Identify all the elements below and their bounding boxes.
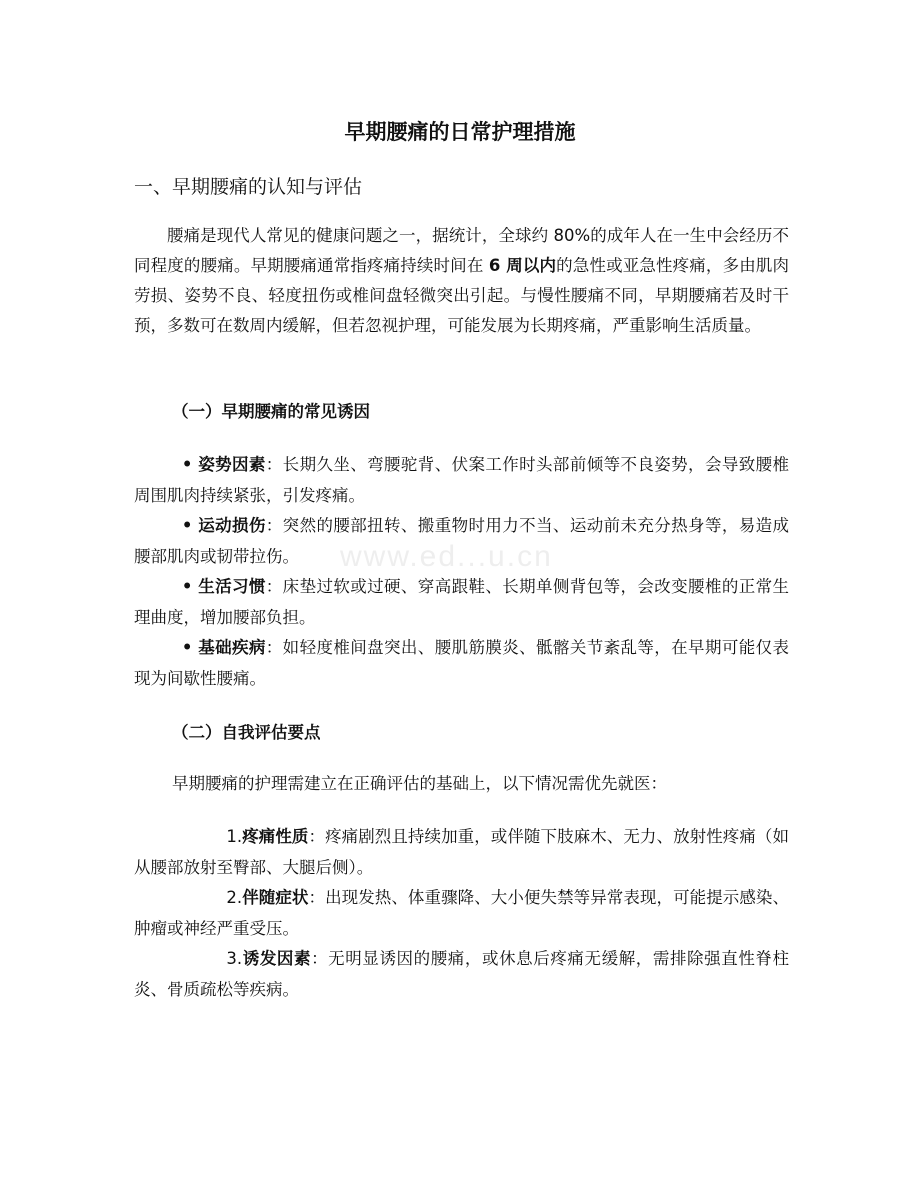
assessment-lead: 早期腰痛的护理需建立在正确评估的基础上，以下情况需优先就医： [172, 774, 667, 793]
item-desc: ：长期久坐、弯腰驼背、伏案工作时头部前倾等不良姿势，会导致腰椎周围肌肉持续紧张，引发疼痛。 [134, 455, 790, 505]
item-number: 3. [226, 949, 243, 968]
section-heading: 一、早期腰痛的认知与评估 [134, 176, 363, 198]
list-item [134, 883, 789, 944]
intro-emphasis: 6 周以内 [488, 256, 557, 275]
watermark-text: www.ed...u.cn [340, 540, 553, 573]
list-item [134, 450, 789, 511]
bullet-icon: • [181, 638, 193, 657]
subheading-assessment: （二）自我评估要点 [172, 723, 321, 742]
list-item [134, 511, 789, 572]
list-item [134, 822, 789, 883]
subheading-causes: （一）早期腰痛的常见诱因 [172, 402, 370, 421]
causes-list [134, 450, 789, 694]
list-item [134, 572, 789, 633]
item-number: 2. [226, 888, 243, 907]
item-desc: ：床垫过软或过硬、穿高跟鞋、长期单侧背包等，会改变腰椎的正常生理曲度，增加腰部负担。 [134, 577, 790, 627]
item-term: 伴随症状 [242, 888, 309, 907]
item-term: 运动损伤 [197, 516, 266, 535]
intro-text-part1: 腰痛是现代人常见的健康问题之一，据统计，全球约 80%的成年人在一生中会经历不同程度的腰痛。早期腰痛通常指疼痛持续时间在 [134, 226, 789, 275]
bullet-icon: • [181, 455, 193, 474]
assessment-list [134, 822, 789, 1005]
bullet-icon: • [181, 577, 193, 596]
item-desc: ：如轻度椎间盘突出、腰肌筋膜炎、骶髂关节紊乱等，在早期可能仅表现为间歇性腰痛。 [134, 638, 790, 688]
intro-text-part2: 的急性或亚急性疼痛，多由肌肉劳损、姿势不良、轻度扭伤或椎间盘轻微突出引起。与慢性腰痛不同，早期腰痛若及时干预，多数可在数周内缓解，但若忽视护理，可能发展为长期疼痛，严重影响生活质量。 [134, 256, 789, 335]
list-item [134, 944, 789, 1005]
item-desc: ：出现发热、体重骤降、大小便失禁等异常表现，可能提示感染、肿瘤或神经严重受压。 [134, 888, 790, 938]
item-number: 1. [226, 827, 243, 846]
item-term: 生活习惯 [197, 577, 266, 596]
list-item [134, 633, 789, 694]
bullet-icon: • [181, 516, 193, 535]
item-desc: ：疼痛剧烈且持续加重，或伴随下肢麻木、无力、放射性疼痛（如从腰部放射至臀部、大腿后侧）。 [134, 827, 790, 877]
item-desc: ：无明显诱因的腰痛，或休息后疼痛无缓解，需排除强直性脊柱炎、骨质疏松等疾病。 [134, 949, 790, 999]
item-desc: ：突然的腰部扭转、搬重物时用力不当、运动前未充分热身等，易造成腰部肌肉或韧带拉伤。 [134, 516, 790, 566]
item-term: 姿势因素 [197, 455, 266, 474]
item-term: 基础疾病 [197, 638, 266, 657]
item-term: 疼痛性质 [242, 827, 309, 846]
item-term: 诱发因素 [242, 949, 312, 968]
page-title: 早期腰痛的日常护理措施 [344, 120, 576, 144]
intro-paragraph [134, 221, 789, 341]
